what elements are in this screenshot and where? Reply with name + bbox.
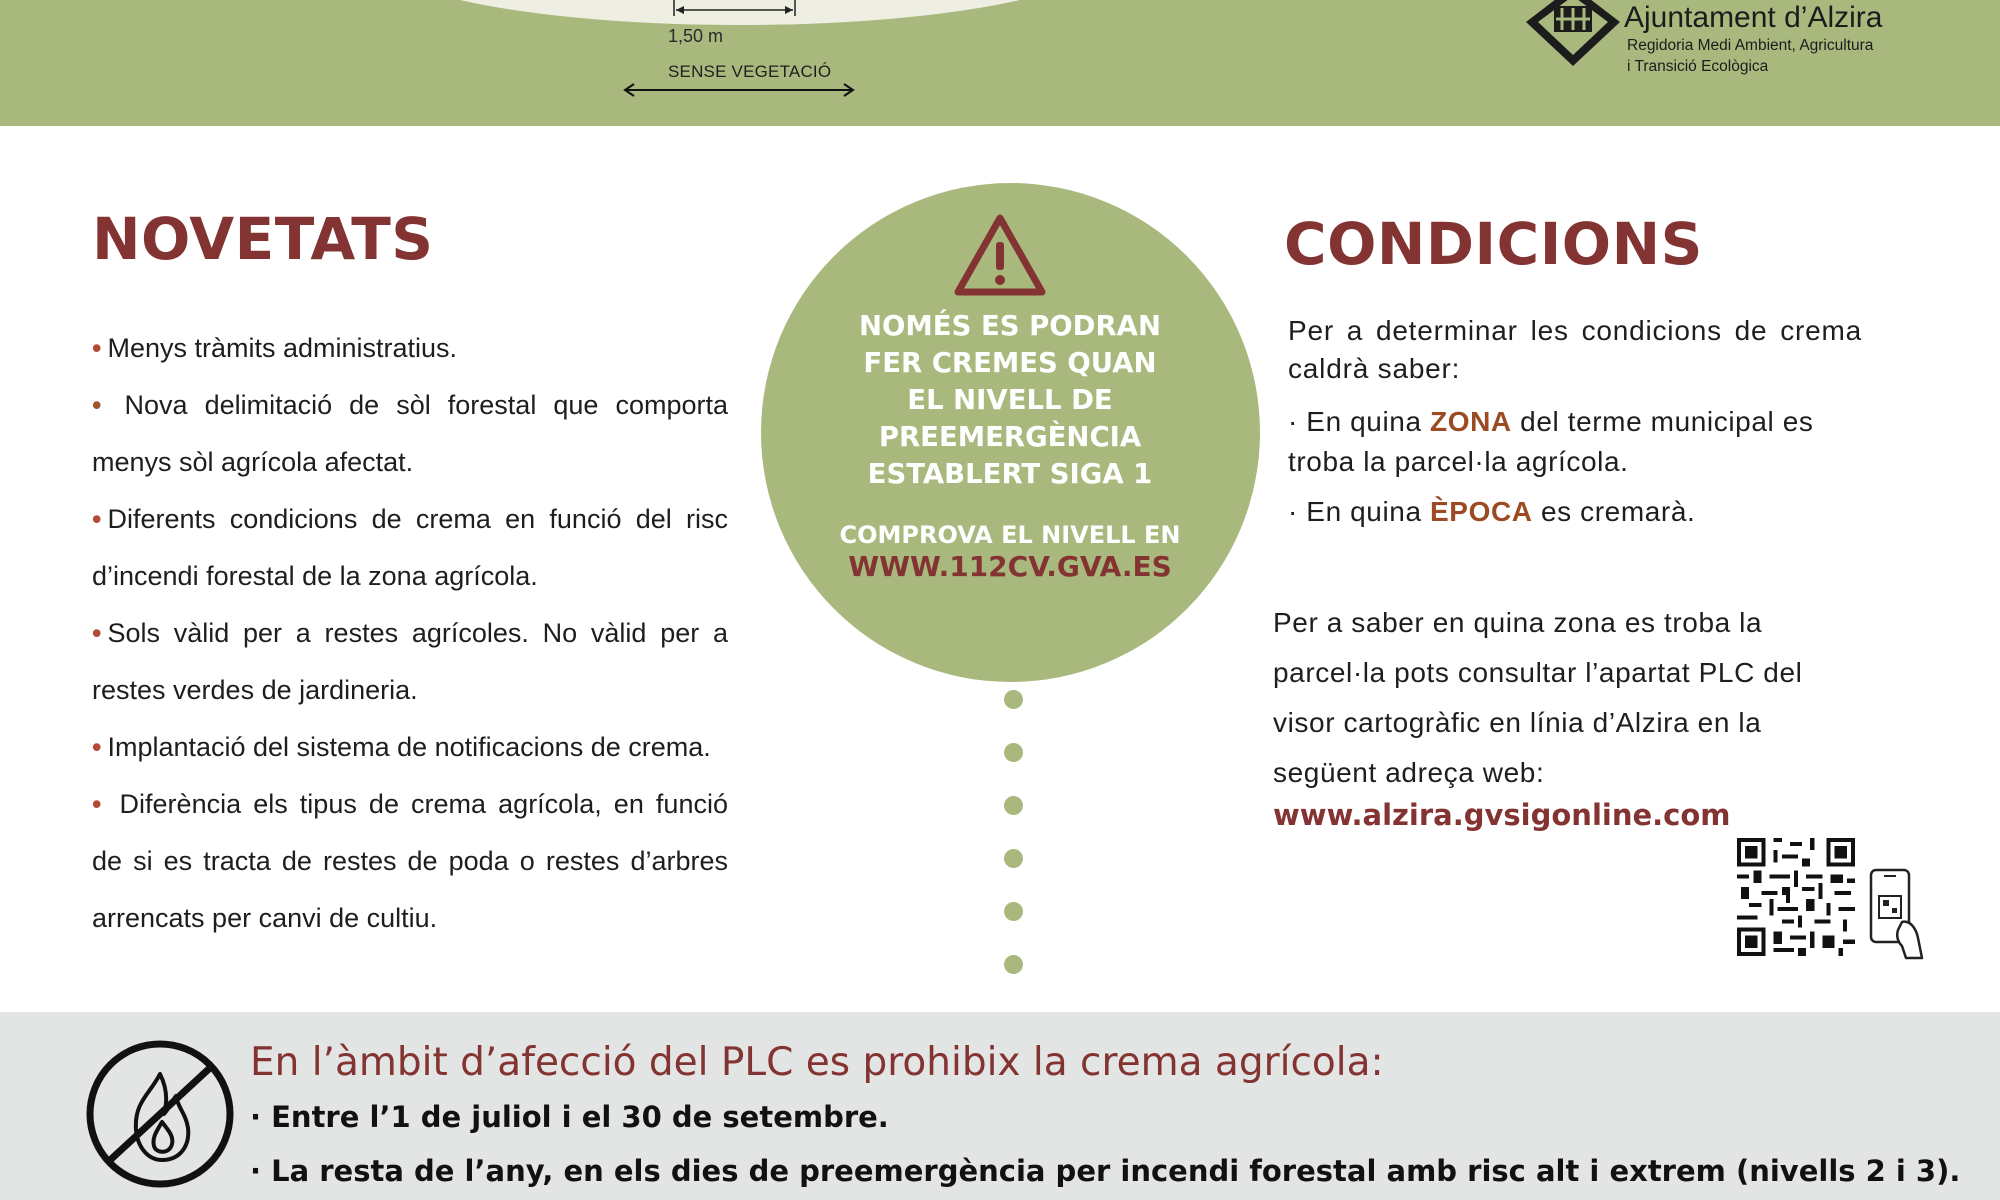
gvsig-link[interactable]: www.alzira.gvsigonline.com	[1273, 798, 1731, 832]
bullet-icon: •	[92, 618, 102, 648]
prohibition-line-1: · Entre l’1 de juliol i el 30 de setembre.	[250, 1100, 889, 1134]
condition-text: del terme municipal es troba la parcel·la agrícola.	[1288, 406, 1814, 477]
divider-dot	[1004, 796, 1023, 815]
condition-zona	[1288, 402, 1862, 482]
novetats-list	[92, 320, 728, 947]
vegetation-label: SENSE VEGETACIÓ	[668, 62, 832, 81]
condition-epoca	[1288, 492, 1862, 532]
list-item-text: Implantació del sistema de notificacions de crema.	[107, 732, 711, 762]
highlight-zona: ZONA	[1430, 406, 1512, 437]
check-level-link[interactable]: WWW.112CV.GVA.ES	[848, 550, 1172, 583]
top-band	[0, 0, 2000, 126]
condition-text: · En quina	[1288, 496, 1431, 527]
bullet-icon: •	[92, 390, 102, 420]
list-item	[92, 491, 728, 605]
condition-text: es cremarà.	[1532, 496, 1696, 527]
preemergency-line: ESTABLERT SIGA 1	[867, 458, 1153, 490]
divider-dot	[1004, 955, 1023, 974]
list-item	[92, 605, 728, 719]
condicions-intro: Per a determinar les condicions de crema caldrà saber:	[1288, 315, 1862, 384]
list-item	[92, 377, 728, 491]
qr-code-icon[interactable]	[1737, 838, 1855, 956]
preemergency-message	[810, 308, 1210, 493]
prohibition-title: En l’àmbit d’afecció del PLC es prohibix la crema agrícola:	[250, 1040, 1384, 1085]
phone-scan-icon	[1868, 868, 1924, 960]
preemergency-line: PREEMERGÈNCIA	[878, 421, 1142, 453]
org-title: Ajuntament d’Alzira	[1624, 1, 1883, 34]
condition-text: · En quina	[1288, 406, 1431, 437]
org-subtitle-line-2: i Transició Ecològica	[1627, 58, 1769, 75]
list-item-text: Diferència els tipus de crema agrícola, en funció de si es tracta de restes de poda o restes d’arbres arrencats per canvi de cultiu.	[92, 789, 728, 933]
bullet-icon: •	[92, 504, 102, 534]
list-item	[92, 320, 728, 377]
divider-dot	[1004, 690, 1023, 709]
no-fire-icon	[84, 1038, 236, 1190]
bullet-icon: •	[92, 333, 102, 363]
measure-label: 1,50 m	[668, 26, 724, 46]
preemergency-line: FER CREMES QUAN	[863, 347, 1157, 379]
check-level-label: COMPROVA EL NIVELL EN	[839, 521, 1181, 549]
alzira-logo-icon	[1526, 0, 1620, 66]
dotted-divider	[1004, 690, 1024, 980]
prohibition-line-2: · La resta de l’any, en els dies de preemergència per incendi forestal amb risc alt i extrem (nivells 2 i 3).	[250, 1154, 1961, 1188]
bullet-icon: •	[92, 789, 102, 819]
double-arrow-icon	[622, 82, 856, 98]
warning-triangle-icon	[952, 212, 1048, 298]
measure-bracket-icon	[672, 0, 797, 18]
list-item-text: Diferents condicions de crema en funció del risc d’incendi forestal de la zona agrícola.	[92, 504, 728, 591]
divider-dot	[1004, 902, 1023, 921]
condicions-title: CONDICIONS	[1284, 210, 1703, 278]
list-item-text: Menys tràmits administratius.	[107, 333, 458, 363]
highlight-epoca: ÈPOCA	[1430, 496, 1533, 527]
zone-lookup-text: Per a saber en quina zona es troba la parcel·la pots consultar l’apartat PLC del visor cartogràfic en línia d’Alzira en la següent adreça web:	[1273, 607, 1803, 788]
divider-dot	[1004, 743, 1023, 762]
list-item-text: Nova delimitació de sòl forestal que comporta menys sòl agrícola afectat.	[92, 390, 728, 477]
novetats-title: NOVETATS	[92, 205, 434, 273]
preemergency-line: NOMÉS ES PODRAN	[859, 310, 1161, 342]
divider-dot	[1004, 849, 1023, 868]
preemergency-line: EL NIVELL DE	[907, 384, 1113, 416]
list-item	[92, 719, 728, 776]
list-item-text: Sols vàlid per a restes agrícoles. No vàlid per a restes verdes de jardineria.	[92, 618, 728, 705]
org-subtitle-line-1: Regidoria Medi Ambient, Agricultura	[1627, 37, 1874, 54]
org-subtitle	[1627, 35, 1873, 77]
list-item	[92, 776, 728, 947]
bullet-icon: •	[92, 732, 102, 762]
